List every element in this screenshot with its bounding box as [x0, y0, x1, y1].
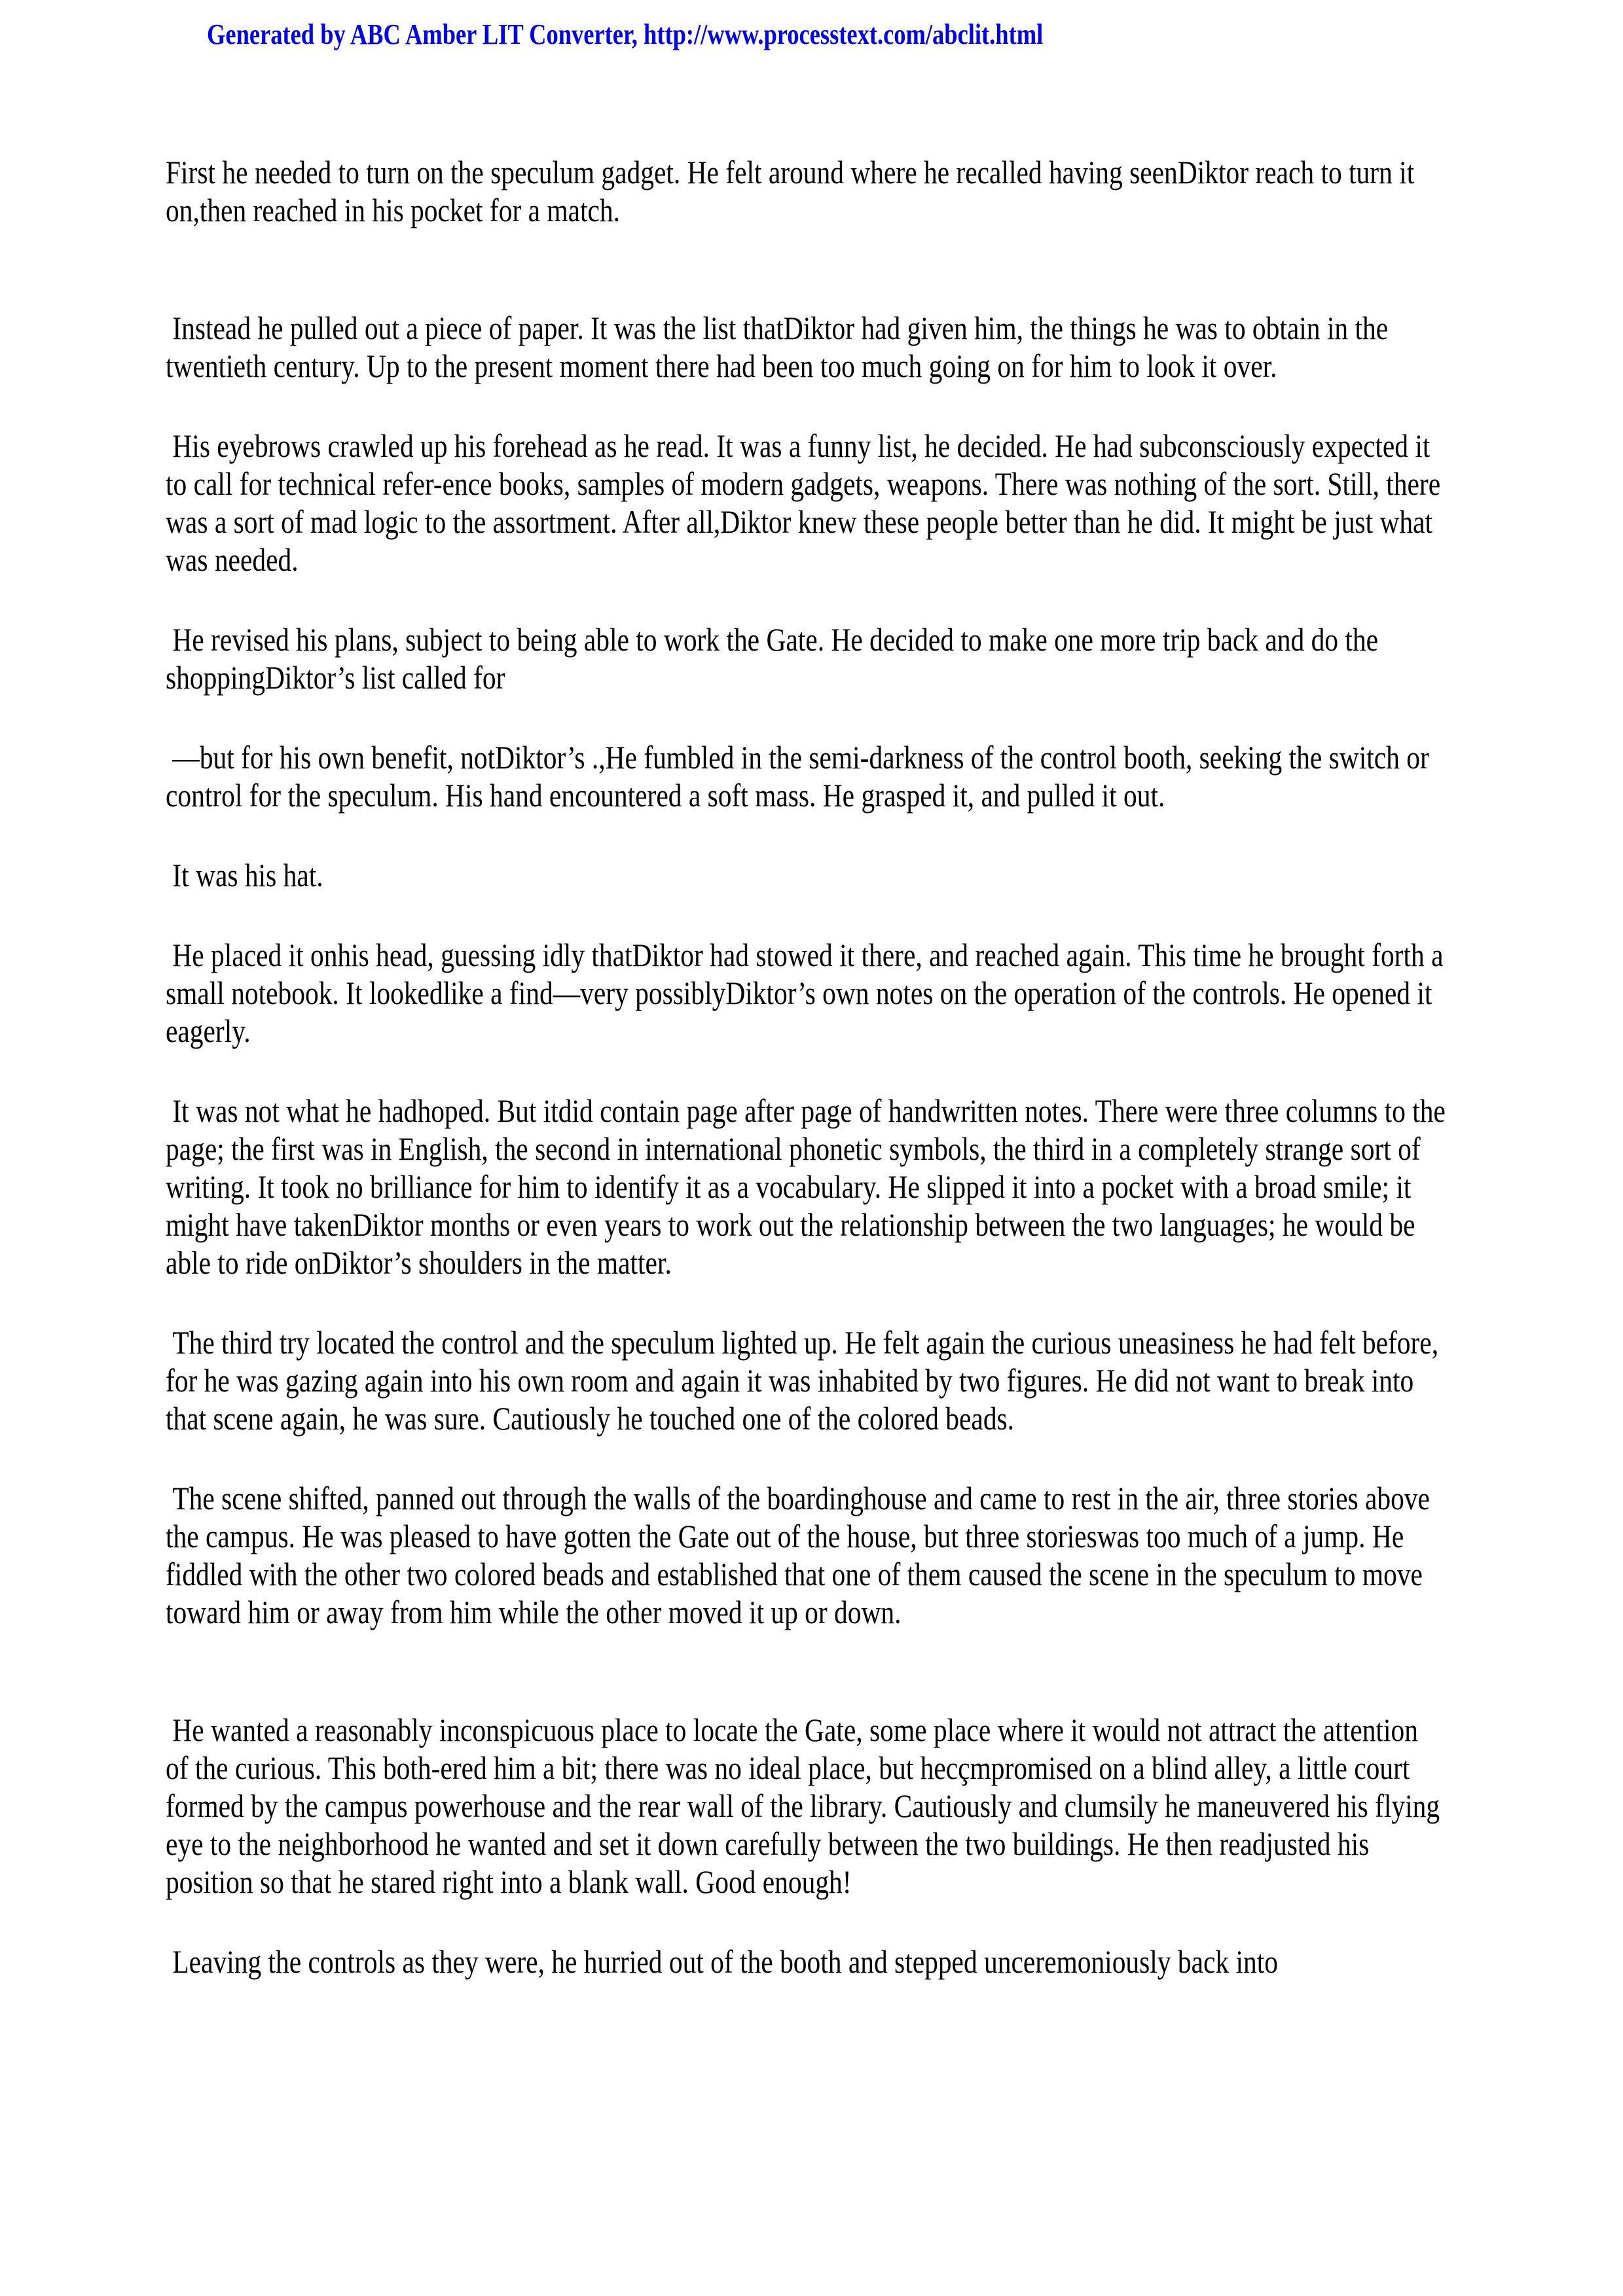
paragraph: Leaving the controls as they were, he hurried out of the booth and stepped unceremoniously back into: [166, 1943, 1278, 1980]
converter-header-link[interactable]: Generated by ABC Amber LIT Converter, http://www.processtext.com/abclit.html: [207, 18, 1044, 50]
paragraph: It was not what he hadhoped. But itdid contain page after page of handwritten notes. There were three columns to the page; the first was in English, the second in international phonetic symbols, the third in a completely strange sort of writing. It took no brilliance for him to identify it as a vocabulary. He slipped it into a pocket with a broad smile; it might have takenDiktor months or even years to work out the relationship between the two languages; he would be able to ride onDiktor’s shoulders in the matter.: [166, 1092, 1453, 1281]
paragraph: He placed it onhis head, guessing idly thatDiktor had stowed it there, and reached again. This time he brought forth a small notebook. It lookedlike a find—very possiblyDiktor’s own notes on the operation of the controls. He opened it eagerly.: [166, 937, 1450, 1049]
document-body: [166, 153, 1453, 1981]
paragraph: It was his hat.: [166, 857, 323, 893]
paragraph: —but for his own benefit, notDiktor’s .,He fumbled in the semi-darkness of the control booth, seeking the switch or control for the speculum. His hand encountered a soft mass. He grasped it, and pulled it out.: [166, 739, 1436, 814]
paragraph: The third try located the control and the speculum lighted up. He felt again the curious uneasiness he had felt before, for he was gazing again into his own room and again it was inhabited by two figures. He did not want to break into that scene again, he was sure. Cautiously he touched one of the colored beads.: [166, 1324, 1446, 1437]
paragraph: First he needed to turn on the speculum gadget. He felt around where he recalled having seenDiktor reach to turn it on,then reached in his pocket for a match.: [166, 154, 1421, 228]
paragraph: Instead he pulled out a piece of paper. It was the list thatDiktor had given him, the things he was to obtain in the twentieth century. Up to the present moment there had been too much going on for him to look it over.: [166, 310, 1395, 384]
paragraph: His eyebrows crawled up his forehead as he read. It was a funny list, he decided. He had subconsciously expected it to call for technical refer-ence books, samples of modern gadgets, weapons. There was nothing of the sort. Still, there was a sort of mad logic to the assortment. After all,Diktor knew these people better than he did. It might be just what was needed.: [166, 427, 1448, 578]
text-column: [166, 0, 1453, 2022]
paragraph: The scene shifted, panned out through the walls of the boardinghouse and came to rest in the air, three stories above the campus. He was pleased to have gotten the Gate out of the house, but three storieswas too much of a jump. He fiddled with the other two colored beads and established that one of them caused the scene in the speculum to move toward him or away from him while the other moved it up or down.: [166, 1480, 1437, 1630]
paragraph: He wanted a reasonably inconspicuous place to locate the Gate, some place where it would not attract the attention of the curious. This both-ered him a bit; there was no ideal place, but hecçmpromised on a blind alley, a little court formed by the campus powerhouse and the rear wall of the library. Cautiously and clumsily he maneuvered his flying eye to the neighborhood he wanted and set it down carefully between the two buildings. He then readjusted his position so that he stared right into a blank wall. Good enough!: [166, 1712, 1447, 1900]
paragraph: He revised his plans, subject to being able to work the Gate. He decided to make one more trip back and do the shoppingDiktor’s list called for: [166, 621, 1385, 696]
